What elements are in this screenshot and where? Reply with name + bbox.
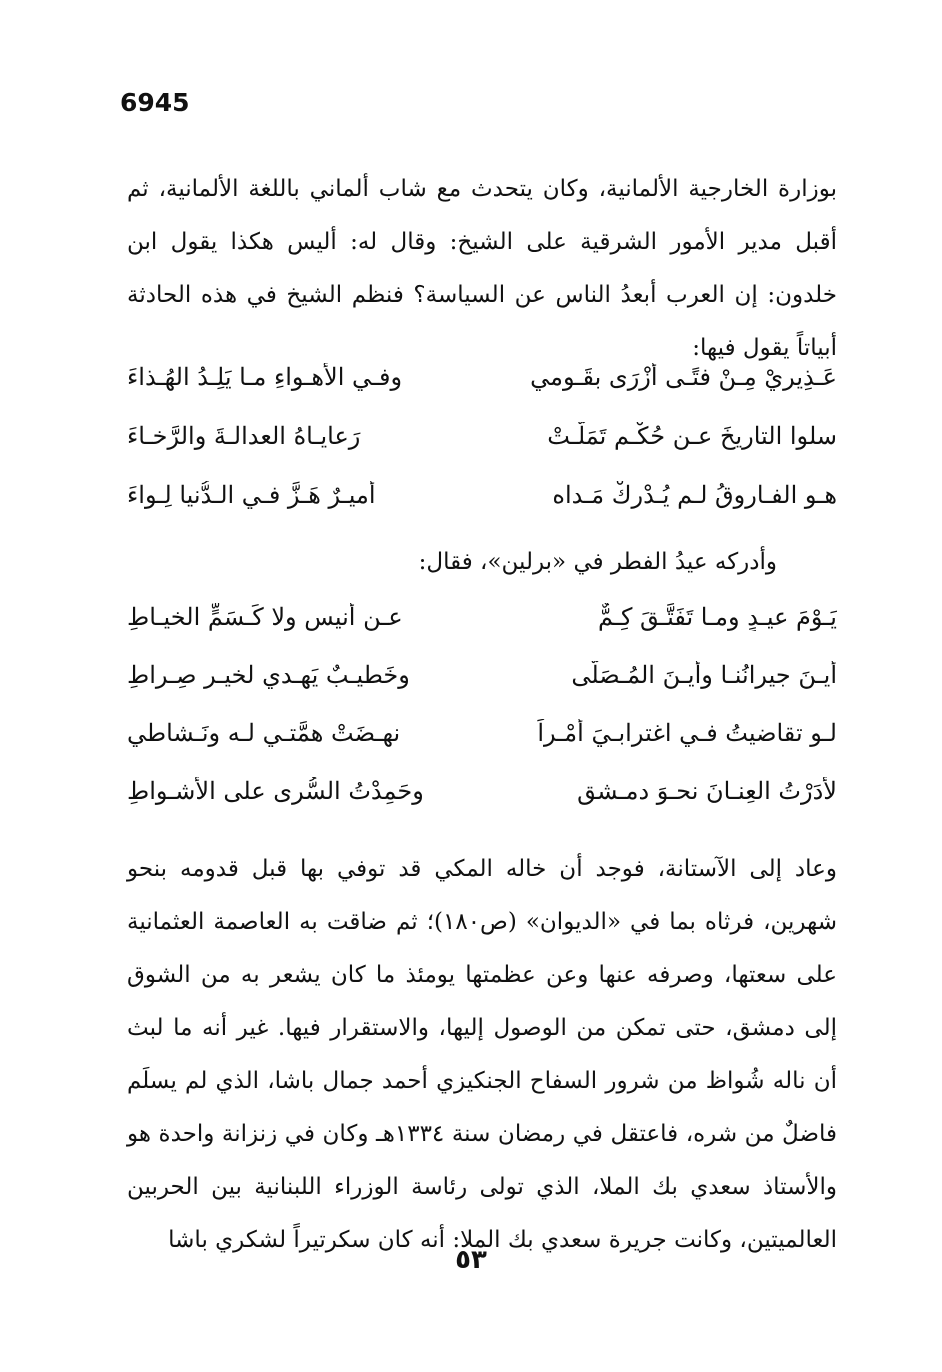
verse	[127, 646, 837, 704]
body-paragraph: وعاد إلى الآستانة، فوجد أن خاله المكي قد توفي بها قبل قدومه بنحو شهرين، فرثاه بما في «الديوان» (ص١٨٠)؛ ثم ضاقت به العاصمة العثمانية على سعتها، وصرفه عنها وعن عظمتها يومئذ ما كان يشعر به من الشوق إلى دمشق، حتى تمكن من الوصول إليها، والاستقرار فيها. غير أنه ما لبث أن ناله شُواظ من شرور السفاح الجنكيزي أحمد جمال باشا، الذي لم يسلَم فاضلٌ من شره، فاعتقل في رمضان سنة ١٣٣٤هـ وكان في زنزانة واحدة هو والأستاذ سعدي بك الملا، الذي تولى رئاسة الوزراء اللبنانية بين الحربين العالميتين، وكانت جريرة سعدي بك الملا: أنه كان سكرتيراً لشكري باشا	[127, 856, 837, 1253]
poem-second	[127, 588, 837, 820]
hemistich-first: سلوا التاريخَ عـن حُكْـمٍ تَمَلَّـتْ	[547, 421, 837, 450]
hemistich-second: وفـي الأهـواءِ مـا يَلِـدُ الهُـذاءَ	[127, 362, 403, 391]
intro-paragraph: بوزارة الخارجية الألمانية، وكان يتحدث مع شاب ألماني باللغة الألمانية، ثم أقبل مدير الأمور الشرقية على الشيخ: وقال له: أليس هكذا يقول ابن خلدون: إن العرب أبعدُ الناس عن السياسة؟ فنظم الشيخ في هذه الحادثة أبياتاً يقول فيها:	[127, 176, 837, 361]
hemistich-first: لأَدَرْتُ العِنـانَ نحـوَ دمـشقٍ	[577, 777, 837, 805]
poem-first	[127, 347, 837, 524]
interlude-line: وأدركه عيدُ الفطر في «برلين»، فقال:	[418, 549, 777, 575]
hemistich-first: أيـنَ جيرانُنـا وأيـنَ المُـصَلَّى	[571, 661, 837, 689]
verse	[127, 762, 837, 820]
page-number: ٥٣	[455, 1245, 487, 1275]
hemistich-second: عـن أَنيسٍ ولا كَـسَمٍّ الخيـاطِ	[127, 603, 403, 631]
hemistich-second: أميـرٌ هَـزَّ فـي الـدُّنيا لِـواءَ	[127, 480, 376, 509]
hemistich-second: وحَمِدْتُ السُّرى على الأشـواطِ	[127, 777, 424, 805]
hemistich-first: هـو الفـاروقُ لـم يُـدْرِكْ مَـداه	[552, 480, 837, 509]
verse	[127, 406, 837, 465]
hemistich-second: وخَطيـبٌ يَهـدي لخيـرِ صِـراطِ	[127, 661, 410, 689]
hemistich-first: عَـذِيريْ مِـنْ فتًـى أَزْرَى بقَـومي	[530, 362, 837, 391]
hemistich-second: نهـضَتْ همَّتـي لـه ونَـشاطي	[127, 719, 401, 747]
hemistich-second: رَعايـاهُ العدالـةَ والرَّخـاءَ	[127, 421, 361, 450]
verse	[127, 704, 837, 762]
verse	[127, 588, 837, 646]
page-id: 6945	[120, 88, 190, 117]
hemistich-first: يَـوْمَ عيـدٍ ومـا تَفَتَّـقَ كِـمٌّ	[597, 603, 837, 631]
verse	[127, 465, 837, 524]
verse	[127, 347, 837, 406]
hemistich-first: لـو تقاضيتُ فـي اغترابـيَ أَمْـراً	[537, 719, 837, 747]
